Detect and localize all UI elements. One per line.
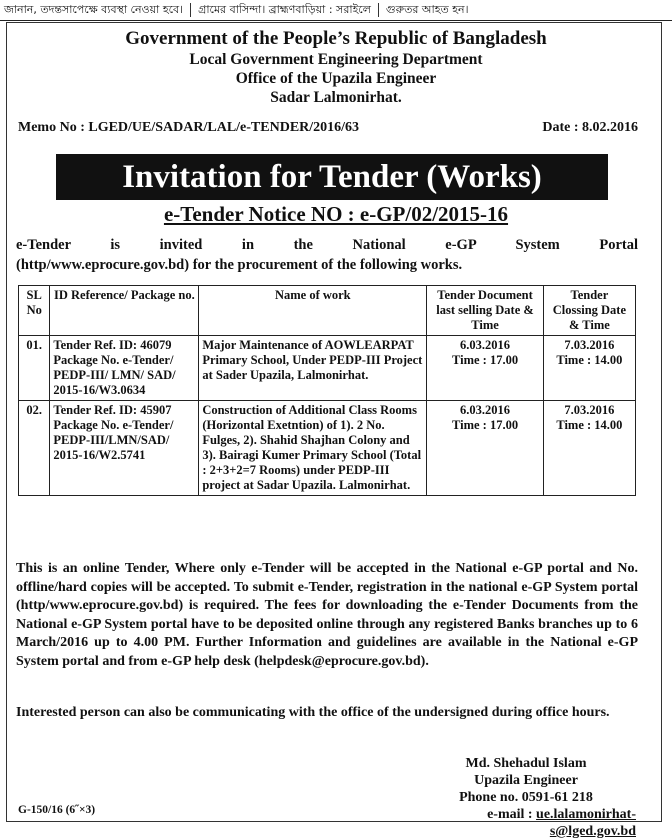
row-closing-date-cell — [543, 401, 635, 496]
office-location: Sadar Lalmonirhat. — [270, 89, 402, 106]
row-name-of-work: Construction of Additional Class Rooms (Horizontal Exetntion) of 1). 2 No. Fulges, 2). Shahid Shajhan Colony and 3). Bairagi Kumer Primary School (Total : 2+3+2=7 Rooms) under PEDP-III project at Sadar Upazila. Lalmonirhat. — [199, 401, 427, 496]
memo-row — [18, 120, 638, 136]
header-name-of-work: Name of work — [199, 286, 427, 336]
strip-text-1: জানান, তদন্তসাপেক্ষে ব্যবস্থা নেওয়া হবে। — [4, 2, 184, 16]
row-document-date: 6.03.2016 — [460, 338, 511, 352]
row-document-time: Time : 17.00 — [451, 353, 519, 367]
signatory-email-row — [416, 806, 636, 840]
ad-code: G-150/16 (6˝×3) — [18, 804, 96, 816]
strip-text-3: গুরুতর আহত হন। — [385, 2, 469, 16]
notice-number: e-Tender Notice NO : e-GP/02/2015-16 — [163, 202, 509, 226]
table-header-row — [19, 286, 636, 336]
header-id-reference: ID Reference/ Package no. — [50, 286, 199, 336]
office-name: Office of the Upazila Engineer — [235, 70, 437, 87]
row-closing-time: Time : 14.00 — [556, 353, 623, 367]
header-sl: SL No — [19, 286, 50, 336]
signatory-name: Md. Shehadul Islam — [465, 756, 587, 771]
strip-divider — [190, 3, 191, 17]
row-closing-time: Time : 14.00 — [556, 418, 623, 432]
government-name: Government of the People’s Republic of Bangladesh — [125, 28, 547, 49]
tender-table — [18, 285, 636, 496]
online-tender-paragraph: This is an online Tender, Where only e-Tender will be accepted in the National e-GP portal and No. offline/hard copies will be accepted. To submit e-Tender, registration in the national e-GP System portal (http/www.eprocure.gov.bd) is required. The fees for downloading the e-Tender Documents from the National e-GP System portal have to be deposited online through any registered Banks branches up to 6 March/2016 up to 4.00 PM. Further Information and guidelines are available in the National e-GP System portal and from e-GP help desk (helpdesk@eprocure.gov.bd). — [16, 561, 638, 669]
row-document-date-cell — [427, 336, 544, 401]
table-row — [19, 336, 636, 401]
row-document-time: Time : 17.00 — [451, 418, 519, 432]
header-document-selling-date: Tender Document last selling Date & Time — [427, 286, 544, 336]
table-row — [19, 401, 636, 496]
row-sl: 01. — [19, 336, 50, 401]
row-id-reference: Tender Ref. ID: 46079 Package No. e-Tender/ PEDP-III/ LMN/ SAD/ 2015-16/W3.0634 — [50, 336, 199, 401]
signature-block — [416, 755, 636, 840]
row-closing-date: 7.03.2016 — [564, 338, 615, 352]
row-document-date-cell — [427, 401, 544, 496]
office-header — [0, 28, 672, 107]
memo-number: Memo No : LGED/UE/SADAR/LAL/e-TENDER/2016/63 — [18, 120, 360, 135]
row-sl: 02. — [19, 401, 50, 496]
newspaper-top-strip — [0, 0, 672, 21]
memo-date: Date : 8.02.2016 — [542, 120, 638, 135]
email-link[interactable]: ue.lalamonirhat-s@lged.gov.bd — [536, 807, 636, 839]
signatory-phone: Phone no. 0591-61 218 — [459, 790, 593, 805]
department-name: Local Government Engineering Department — [189, 51, 483, 68]
signatory-designation: Upazila Engineer — [474, 773, 578, 788]
notice-title-banner: Invitation for Tender (Works) — [56, 154, 608, 200]
row-closing-date-cell — [543, 336, 635, 401]
strip-divider — [378, 3, 379, 17]
intro-line-2: (http/www.eprocure.gov.bd) for the procurement of the following works. — [16, 257, 463, 273]
row-name-of-work: Major Maintenance of AOWLEARPAT Primary School, Under PEDP-III Project at Sader Upazila, Lalmonirhat. — [199, 336, 427, 401]
row-id-reference: Tender Ref. ID: 45907 Package No. e-Tender/ PEDP-III/LMN/SAD/ 2015-16/W2.5741 — [50, 401, 199, 496]
intro-line-1: e-Tender is invited in the National e-GP System Portal — [16, 237, 638, 253]
row-closing-date: 7.03.2016 — [564, 403, 615, 417]
header-closing-date: Tender Clossing Date & Time — [543, 286, 635, 336]
email-label: e-mail : — [487, 807, 533, 822]
contact-paragraph: Interested person can also be communicating with the office of the undersigned during office hours. — [16, 705, 610, 720]
row-document-date: 6.03.2016 — [460, 403, 511, 417]
strip-text-2: গ্রামের বাসিন্দা। ব্রাহ্মণবাড়িয়া : সরাইলে — [198, 2, 371, 16]
